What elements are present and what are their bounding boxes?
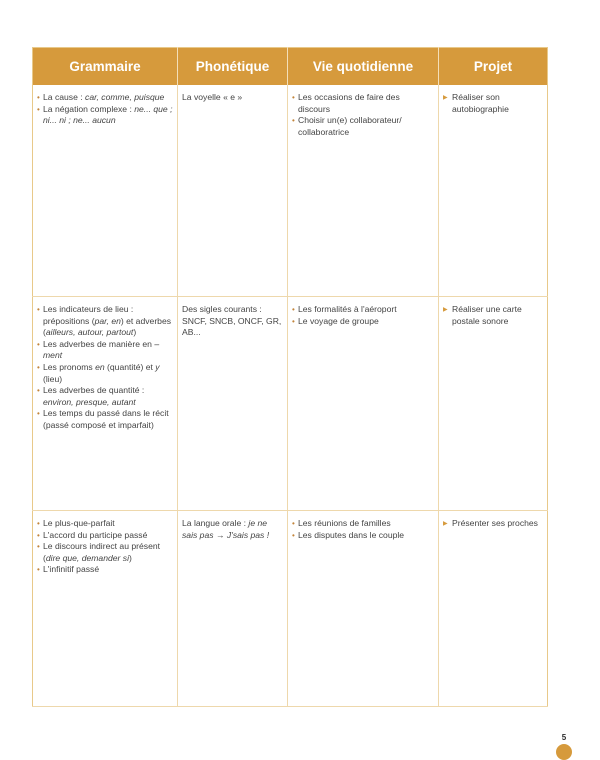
projet-cell	[439, 297, 548, 511]
header-projet: Projet	[439, 48, 548, 86]
phonetique-cell: La voyelle « e »	[178, 85, 288, 297]
list-item: • L'infinitif passé	[37, 564, 173, 576]
grammaire-cell	[33, 511, 178, 707]
vie-cell	[288, 511, 439, 707]
list-item: ▶ Présenter ses proches	[443, 518, 543, 530]
list-item: • La cause : car, comme, puisque	[37, 92, 173, 104]
header-phonetique: Phonétique	[178, 48, 288, 86]
list-item: • Les disputes dans le couple	[292, 530, 434, 542]
list-item: • Les indicateurs de lieu : prépositions (par, en) et adverbes (ailleurs, autour, partout)	[37, 304, 173, 339]
list-item: • Le discours indirect au présent (dire que, demander si)	[37, 541, 173, 564]
list-item: • La négation complexe : ne... que ; ni... ni ; ne... aucun	[37, 104, 173, 127]
projet-cell	[439, 85, 548, 297]
list-item: • Les temps du passé dans le récit (passé composé et imparfait)	[37, 408, 173, 431]
page-number-dot	[556, 744, 572, 760]
projet-cell	[439, 511, 548, 707]
list-item: • Les adverbes de manière en –ment	[37, 339, 173, 362]
list-item: • Choisir un(e) collaborateur/ collaboratrice	[292, 115, 434, 138]
vie-cell	[288, 85, 439, 297]
list-item: ▶ Réaliser une carte postale sonore	[443, 304, 543, 327]
table-row	[33, 511, 548, 707]
grammaire-cell	[33, 85, 178, 297]
header-vie-quotidienne: Vie quotidienne	[288, 48, 439, 86]
header-row	[33, 48, 548, 86]
list-item: • Les adverbes de quantité : environ, presque, autant	[37, 385, 173, 408]
phonetique-cell: Des sigles courants : SNCF, SNCB, ONCF, GR, AB...	[178, 297, 288, 511]
list-item: • Les réunions de familles	[292, 518, 434, 530]
list-item: • Les formalités à l'aéroport	[292, 304, 434, 316]
list-item: • Les pronoms en (quantité) et y (lieu)	[37, 362, 173, 385]
list-item: • Les occasions de faire des discours	[292, 92, 434, 115]
syllabus-table	[32, 47, 548, 707]
grammaire-cell	[33, 297, 178, 511]
table-row	[33, 85, 548, 297]
vie-cell	[288, 297, 439, 511]
page-number: 5	[561, 733, 567, 742]
phonetique-cell: La langue orale : je ne sais pas → J'sais pas !	[178, 511, 288, 707]
list-item: • Le plus-que-parfait	[37, 518, 173, 530]
table-row	[33, 297, 548, 511]
list-item: • L'accord du participe passé	[37, 530, 173, 542]
header-grammaire: Grammaire	[33, 48, 178, 86]
list-item: ▶ Réaliser son autobiographie	[443, 92, 543, 115]
list-item: • Le voyage de groupe	[292, 316, 434, 328]
